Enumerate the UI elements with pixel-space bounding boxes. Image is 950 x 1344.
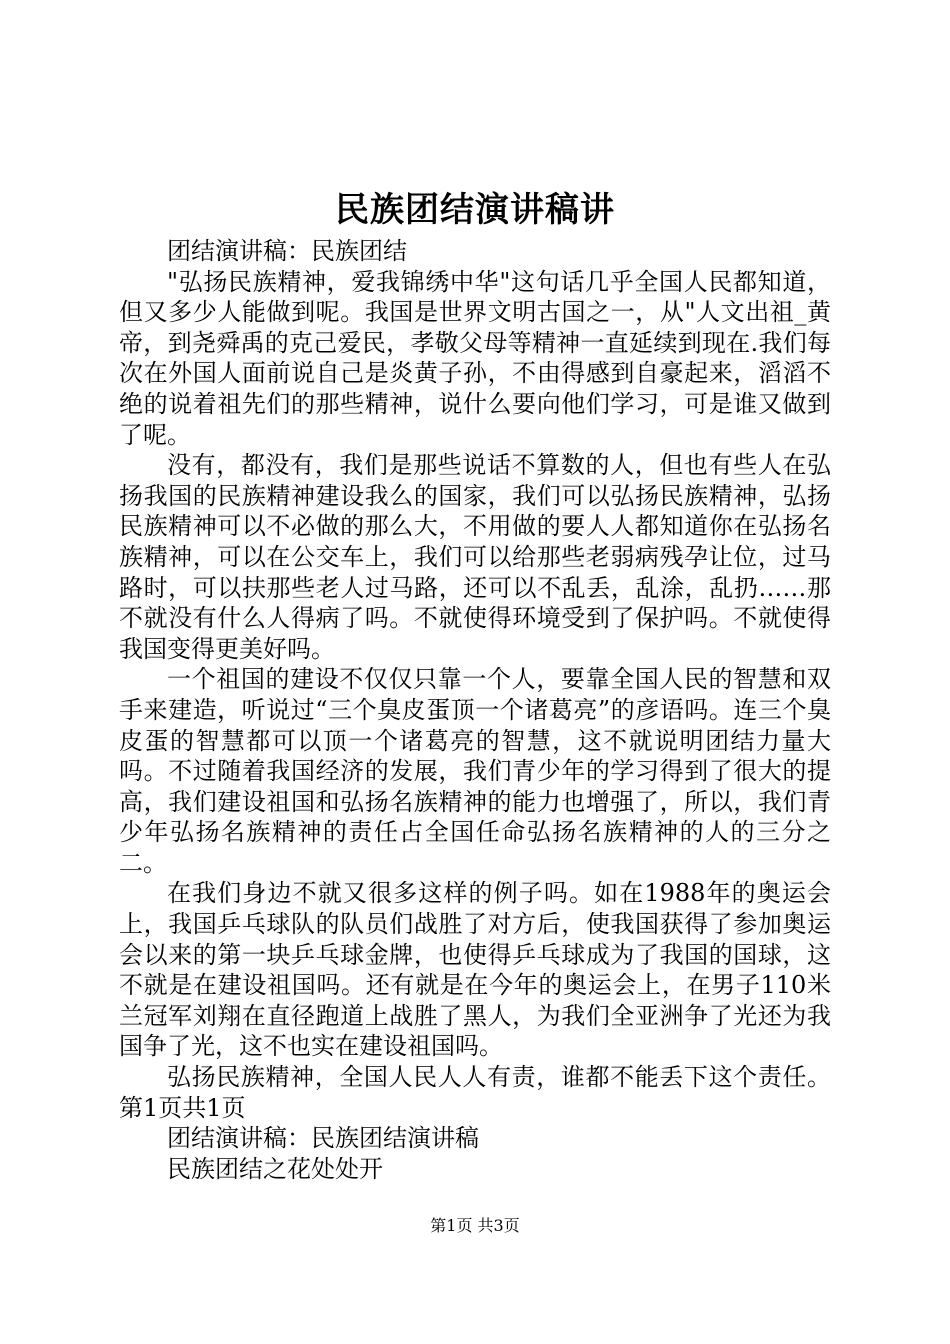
paragraph: "弘扬民族精神，爱我锦绣中华"这句话几乎全国人民都知道，但又多少人能做到呢。我国是世界文明古国之一，从"人文出祖_黄帝，到尧舜禹的克己爱民，孝敬父母等精神一直延续到现在.我们每次在外国人面前说自己是炎黄子孙，不由得感到自豪起来，滔滔不绝的说着祖先们的那些精神，说什么要向他们学习，可是谁又做到了呢。 bbox=[119, 267, 831, 449]
paragraph: 没有，都没有，我们是那些说话不算数的人，但也有些人在弘扬我国的民族精神建设我么的国家，我们可以弘扬民族精神，弘扬民族精神可以不必做的那么大，不用做的要人人都知道你在弘扬名族精神，可以在公交车上，我们可以给那些老弱病残孕让位，过马路时，可以扶那些老人过马路，还可以不乱丢，乱涂，乱扔……那不就没有什么人得病了吗。不就使得环境受到了保护吗。不就使得我国变得更美好吗。 bbox=[119, 451, 831, 663]
document-body bbox=[119, 236, 831, 1184]
paragraph: 弘扬民族精神，全国人民人人有责，谁都不能丢下这个责任。第1页共1页 bbox=[119, 1063, 831, 1122]
document-title: 民族团结演讲稿讲 bbox=[335, 190, 615, 230]
paragraph-subtitle: 团结演讲稿：民族团结 bbox=[167, 237, 407, 265]
paragraph-heading: 民族团结之花处处开 bbox=[167, 1154, 383, 1183]
paragraph: 在我们身边不就又很多这样的例子吗。如在1988年的奥运会上，我国乒乓球队的队员们战胜了对方后，使我国获得了参加奥运会以来的第一块乒乓球金牌，也使得乒乓球成为了我国的国球，这不就是在建设祖国吗。还有就是在今年的奥运会上，在男子110米兰冠军刘翔在直径跑道上战胜了黑人，为我们全亚洲争了光还为我国争了光，这不也实在建设祖国吗。 bbox=[119, 879, 831, 1061]
paragraph-heading: 团结演讲稿：民族团结演讲稿 bbox=[167, 1124, 479, 1153]
paragraph: 一个祖国的建设不仅仅只靠一个人，要靠全国人民的智慧和双手来建造，听说过“三个臭皮蛋顶一个诸葛亮”的彦语吗。连三个臭皮蛋的智慧都可以顶一个诸葛亮的智慧，这不就说明团结力量大吗。不过随着我国经济的发展，我们青少年的学习得到了很大的提高，我们建设祖国和弘扬名族精神的能力也增强了，所以，我们青少年弘扬名族精神的责任占全国任命弘扬名族精神的人的三分之二。 bbox=[119, 665, 831, 877]
page-footer: 第1页 共3页 bbox=[430, 1216, 520, 1235]
